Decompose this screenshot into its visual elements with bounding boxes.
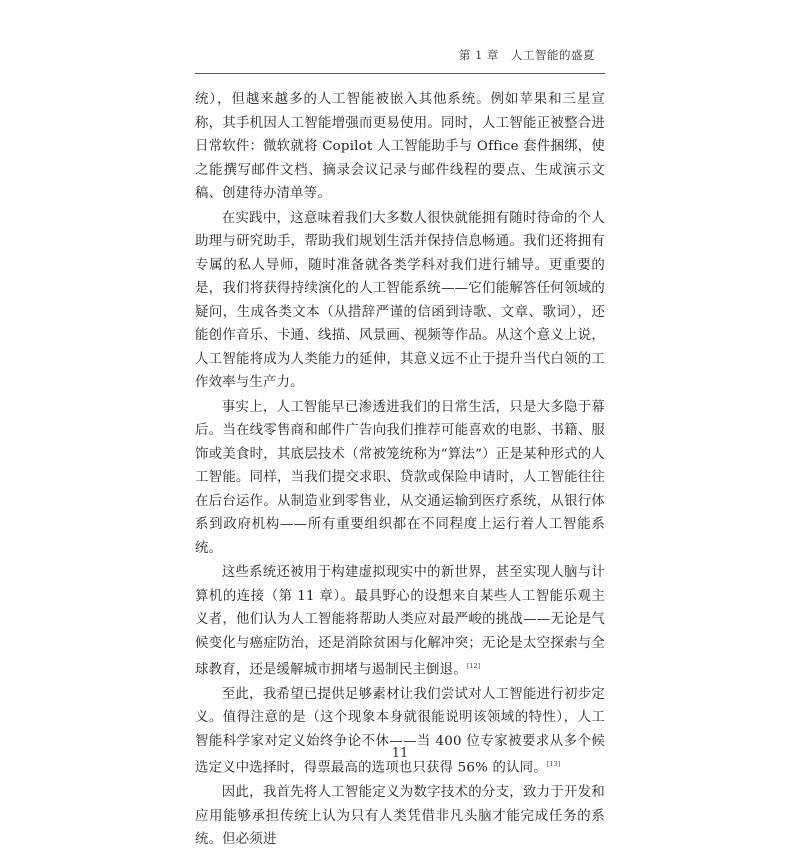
header-rule bbox=[195, 73, 605, 74]
page-number: 11 bbox=[391, 746, 409, 761]
body-text bbox=[195, 88, 605, 853]
paragraph bbox=[195, 561, 605, 682]
paragraph-text: 在实践中，这意味着我们大多数人很快就能拥有随时待命的个人助理与研究助手，帮助我们规划生活并保持信息畅通。我们还将拥有专属的私人导师，随时准备就各类学科对我们进行辅导。更重要的是，我们将获得持续演化的人工智能系统——它们能解答任何领域的疑问，生成各类文本（从措辞严谨的信函到诗歌、文章、歌词），还能创作音乐、卡通、线描、风景画、视频等作品。从这个意义上说，人工智能将成为人类能力的延伸，其意义远不止于提升当代白领的工作效率与生产力。 bbox=[195, 210, 605, 390]
running-head: 第 1 章 人工智能的盛夏 bbox=[458, 48, 595, 62]
citation-ref[interactable]: [12] bbox=[466, 662, 481, 670]
paragraph-text: 因此，我首先将人工智能定义为数字技术的分支，致力于开发和应用能够承担传统上认为只有人类凭借非凡头脑才能完成任务的系统。但必须进 bbox=[195, 785, 605, 848]
paragraph bbox=[195, 207, 605, 395]
citation-ref[interactable]: [13] bbox=[546, 760, 561, 769]
paragraph-text: 这些系统还被用于构建虚拟现实中的新世界，甚至实现人脑与计算机的连接（第 11 章）。最具野心的设想来自某些人工智能乐观主义者，他们认为人工智能将帮助人类应对最严峻的挑战——无论是气候变化与癌症防治，还是消除贫困与化解冲突；无论是太空探索与全球教育，还是缓解城市拥堵与遏制民主倒退。 bbox=[195, 565, 605, 678]
paragraph bbox=[195, 683, 605, 780]
paragraph bbox=[195, 88, 605, 206]
paragraph-text: 事实上，人工智能早已渗透进我们的日常生活，只是大多隐于幕后。当在线零售商和邮件广告向我们推荐可能喜欢的电影、书籍、服饰或美食时，其底层技术（常被笼统称为“算法”）正是某种形式的人工智能。同样，当我们提交求职、贷款或保险申请时，人工智能往往在后台运作。从制造业到零售业，从交通运输到医疗系统，从银行体系到政府机构——所有重要组织都在不同程度上运行着人工智能系统。 bbox=[195, 399, 605, 556]
paragraph bbox=[195, 396, 605, 561]
paragraph-text: 至此，我希望已提供足够素材让我们尝试对人工智能进行初步定义。值得注意的是（这个现象本身就很能说明该领域的特性），人工智能科学家对定义始终争论不休——当 400 位专家被要求从多个候选定义中选择时，得票最高的选项也只获得 56% 的认同。 bbox=[195, 686, 605, 776]
paragraph bbox=[195, 781, 605, 852]
paragraph-text: 统），但越来越多的人工智能被嵌入其他系统。例如苹果和三星宣称，其手机因人工智能增强而更易使用。同时，人工智能正被整合进日常软件：微软就将 Copilot 人工智能助手与 Office 套件捆绑，使之能撰写邮件文档、摘录会议记录与邮件线程的要点、生成演示文稿、创建待办清单等。 bbox=[195, 92, 605, 201]
